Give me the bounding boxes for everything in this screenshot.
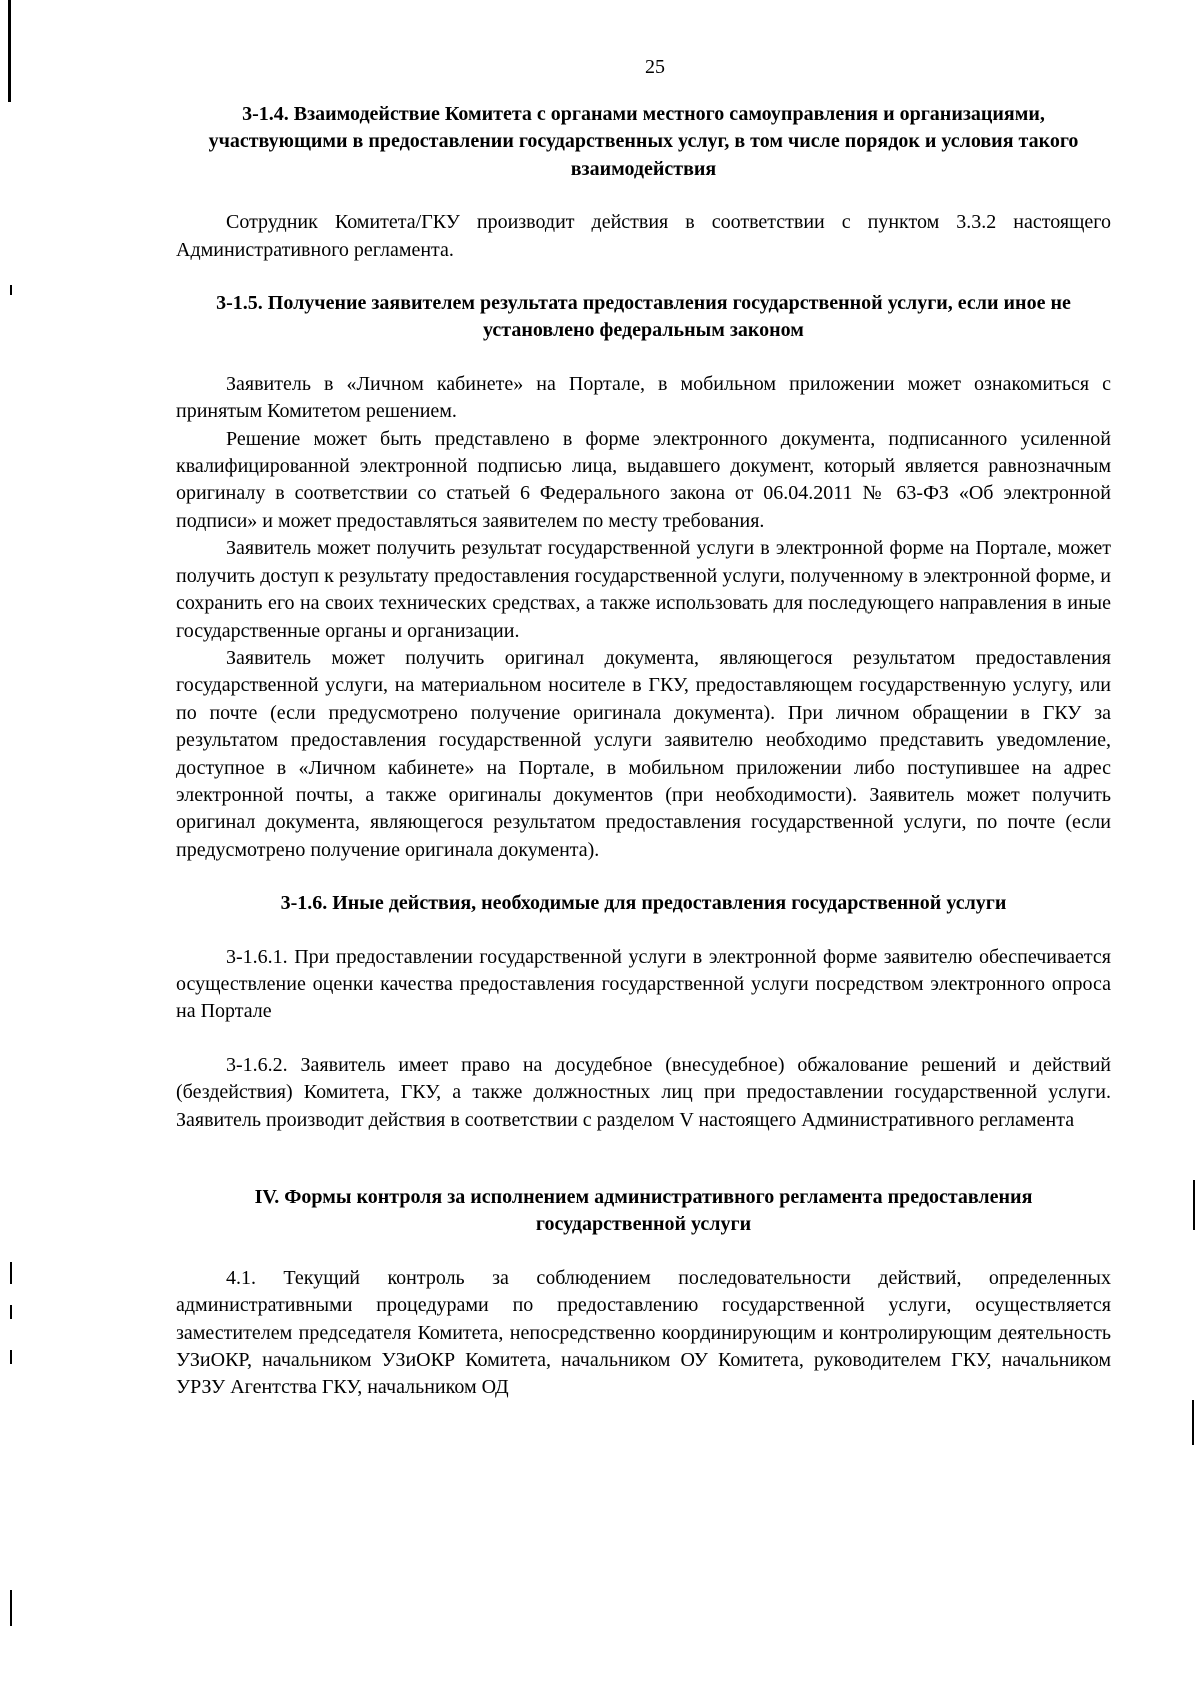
section-heading-3-1-4: 3-1.4. Взаимодействие Комитета с органами местного самоуправления и организациями, участвующими в предоставлении государственных услуг, в том числе порядок и условия такого взаимодействия (208, 103, 1079, 180)
scan-mark (10, 285, 12, 295)
paragraph: Заявитель может получить результат государственной услуги в электронной форме на Портале, может получить доступ к результату предоставления государственной услуги, полученному в электронной форме, и сохранить его на своих технических средствах, а также использовать для последующего направления в иные государственные органы и организации. (176, 537, 1111, 642)
scan-mark (1193, 1180, 1195, 1230)
scan-mark (10, 1262, 12, 1284)
section-heading-3-1-6: 3-1.6. Иные действия, необходимые для предоставления государственной услуги (280, 892, 1007, 915)
paragraph: Заявитель может получить оригинал документа, являющегося результатом предоставления государственной услуги, на материальном носителе в ГКУ, предоставляющем государственную услугу, или по почте (если предусмотрено получение оригинала документа). При личном обращении в ГКУ за результатом предоставления государственной услуги заявителю необходимо представить уведомление, доступное в «Личном кабинете» на Портале, в мобильном приложении либо поступившее на адрес электронной почты, а также оригиналы документов (при необходимости). Заявитель может получить оригинал документа, являющегося результатом предоставления государственной услуги, по почте (если предусмотрено получение оригинала документа). (176, 646, 1111, 861)
page-number: 25 (645, 56, 665, 78)
scan-mark (8, 0, 11, 102)
scan-mark (1192, 1400, 1194, 1445)
paragraph: Сотрудник Комитета/ГКУ производит действия в соответствии с пунктом 3.3.2 настоящего Административного регламента. (176, 211, 1111, 261)
document-body (176, 101, 1111, 1402)
paragraph: Заявитель в «Личном кабинете» на Портале, в мобильном приложении может ознакомиться с принятым Комитетом решением. (176, 372, 1111, 423)
paragraph: Решение может быть представлено в форме электронного документа, подписанного усиленной квалифицированной электронной подписью лица, выдавшего документ, который является равнозначным оригиналу в соответствии со статьей 6 Федерального закона от 06.04.2011 № 63-ФЗ «Об электронной подписи» и может предоставляться заявителем по месту требования. (176, 427, 1111, 532)
scan-mark (10, 1590, 12, 1626)
section-heading-iv: IV. Формы контроля за исполнением административного регламента предоставления государственной услуги (254, 1186, 1033, 1236)
paragraph: 3-1.6.1. При предоставлении государственной услуги в электронной форме заявителю обеспечивается осуществление оценки качества предоставления государственной услуги посредством электронного опроса на Портале (176, 945, 1111, 1023)
paragraph: 4.1. Текущий контроль за соблюдением последовательности действий, определенных административными процедурами по предоставлению государственной услуги, осуществляется заместителем председателя Комитета, непосредственно координирующим и контролирующим деятельность УЗиОКР, начальником УЗиОКР Комитета, начальником ОУ Комитета, руководителем ГКУ, начальником УРЗУ Агентства ГКУ, начальником ОД (176, 1266, 1111, 1399)
scan-mark (10, 1305, 12, 1319)
section-heading-3-1-5: 3-1.5. Получение заявителем результата предоставления государственной услуги, если иное не установлено федеральным законом (216, 292, 1071, 342)
scan-mark (10, 1350, 12, 1364)
paragraph: 3-1.6.2. Заявитель имеет право на досудебное (внесудебное) обжалование решений и действий (бездействия) Комитета, ГКУ, а также должностных лиц при предоставлении государственной услуги. Заявитель производит действия в соответствии с разделом V настоящего Административного регламента (176, 1053, 1111, 1131)
